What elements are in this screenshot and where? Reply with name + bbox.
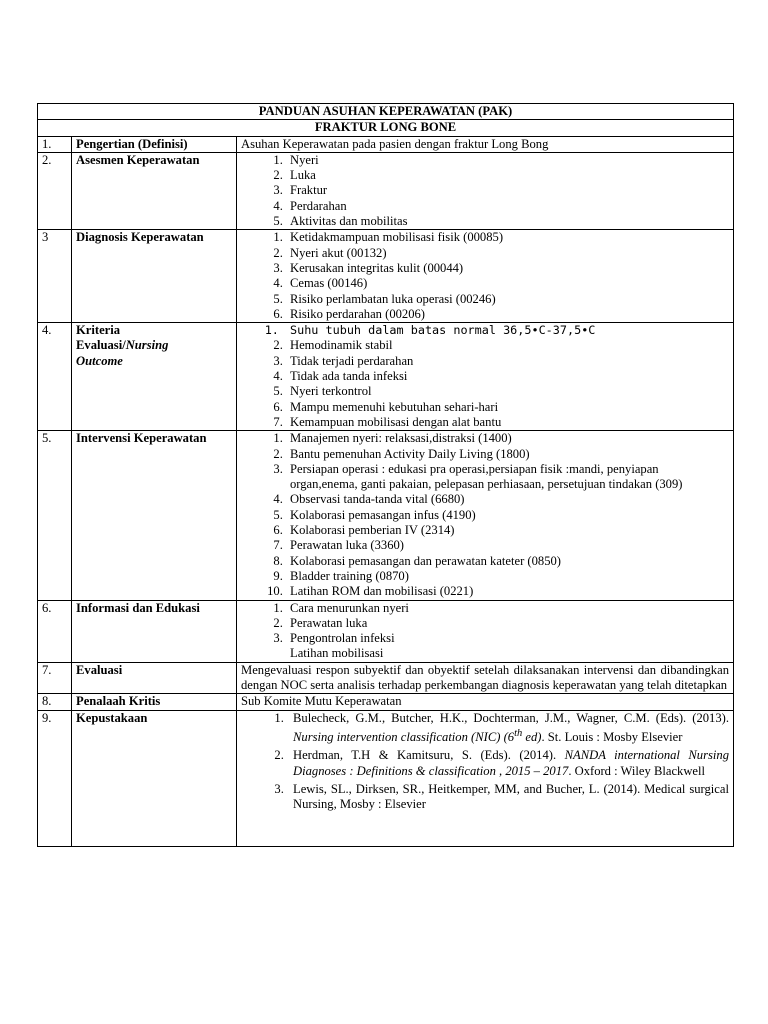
list-item: 5. Aktivitas dan mobilitas [286, 214, 729, 229]
row-number: 2. [38, 152, 72, 229]
row-number: 1. [38, 136, 72, 152]
row-content: Mengevaluasi respon subyektif dan obyektif setelah dilaksanakan intervensi dan dibandingkan dengan NOC serta analisis terhadap perkembangan diagnosis keperawatan yang telah ditetapkan [237, 662, 734, 694]
intervention-list [241, 431, 729, 599]
list-item: 6. Mampu memenuhi kebutuhan sehari-hari [286, 400, 729, 415]
row-label: Asesmen Keperawatan [72, 152, 237, 229]
row-label [72, 323, 237, 431]
row-content [237, 152, 734, 229]
row-number: 7. [38, 662, 72, 694]
outcome-list [241, 323, 729, 430]
row-content [237, 710, 734, 846]
table-row [38, 136, 734, 152]
row-number: 8. [38, 694, 72, 710]
table-row [38, 600, 734, 662]
reference-list [241, 711, 729, 813]
table-row [38, 694, 734, 710]
list-item: 6. Kolaborasi pemberian IV (2314) [286, 523, 729, 538]
list-item: 3. Persiapan operasi : edukasi pra operasi,persiapan fisik :mandi, penyiapan organ,enema, ganti pakaian, pelepasan perhiasaan, persetujuan tindakan (309) [286, 462, 729, 493]
list-item: 3. Pengontrolan infeksi [286, 631, 729, 646]
list-item: 3. Kerusakan integritas kulit (00044) [286, 261, 729, 276]
list-item: 1. Ketidakmampuan mobilisasi fisik (00085) [286, 230, 729, 245]
list-item: 7. Perawatan luka (3360) [286, 538, 729, 553]
table-row [38, 152, 734, 229]
list-item: 6. Risiko perdarahan (00206) [286, 307, 729, 322]
table-row [38, 230, 734, 323]
list-item: 1. Cara menurunkan nyeri [286, 601, 729, 616]
row-content [237, 230, 734, 323]
diagnosis-list [241, 230, 729, 322]
reference-item: 3. Lewis, SL., Dirksen, SR., Heitkemper, MM, and Bucher, L. (2014). Medical surgical Nursing, Mosby : Elsevier [287, 782, 729, 813]
list-item: 5. Kolaborasi pemasangan infus (4190) [286, 508, 729, 523]
list-item: 1. Manajemen nyeri: relaksasi,distraksi (1400) [286, 431, 729, 446]
education-list [241, 601, 729, 647]
list-item: 4. Perdarahan [286, 199, 729, 214]
list-item: Latihan mobilisasi [290, 646, 384, 661]
reference-item: 2. Herdman, T.H & Kamitsuru, S. (Eds). (2014). NANDA international Nursing Diagnoses : Definitions & classification , 2015 – 2017. Oxford : Wiley Blackwell [287, 748, 729, 779]
row-label: Kepustakaan [72, 710, 237, 846]
title-row [38, 104, 734, 120]
row-number: 5. [38, 431, 72, 600]
row-label: Evaluasi [72, 662, 237, 694]
list-item: 10. Latihan ROM dan mobilisasi (0221) [286, 584, 729, 599]
row-content [237, 323, 734, 431]
list-item: 5. Nyeri terkontrol [286, 384, 729, 399]
list-item: 3. Fraktur [286, 183, 729, 198]
row-content [237, 600, 734, 662]
row-label: Informasi dan Edukasi [72, 600, 237, 662]
row-label: Pengertian (Definisi) [72, 136, 237, 152]
row-content: Sub Komite Mutu Keperawatan [237, 694, 734, 710]
pak-table [37, 103, 734, 847]
list-item: 8. Kolaborasi pemasangan dan perawatan kateter (0850) [286, 554, 729, 569]
document-title: PANDUAN ASUHAN KEPERAWATAN (PAK) [38, 104, 734, 120]
table-row [38, 662, 734, 694]
list-item: 9. Bladder training (0870) [286, 569, 729, 584]
document-subtitle: FRAKTUR LONG BONE [38, 120, 734, 136]
row-label: Intervensi Keperawatan [72, 431, 237, 600]
list-item: 2. Hemodinamik stabil [286, 338, 729, 353]
list-item: 2. Perawatan luka [286, 616, 729, 631]
list-item: 5. Risiko perlambatan luka operasi (00246) [286, 292, 729, 307]
row-content [237, 431, 734, 600]
row-number: 9. [38, 710, 72, 846]
list-item: 2. Bantu pemenuhan Activity Daily Living (1800) [286, 447, 729, 462]
row-number: 6. [38, 600, 72, 662]
table-row [38, 431, 734, 600]
label-line: Outcome [76, 353, 123, 368]
list-item: 4. Cemas (00146) [286, 276, 729, 291]
reference-item: 1. Bulecheck, G.M., Butcher, H.K., Dochterman, J.M., Wagner, C.M. (Eds). (2013). Nursing intervention classification (NIC) (6th ed). St. Louis : Mosby Elsevier [287, 711, 729, 746]
label-line: Kriteria [76, 323, 121, 338]
assessment-list [241, 153, 729, 229]
list-item: 2. Luka [286, 168, 729, 183]
list-item: 3. Tidak terjadi perdarahan [286, 354, 729, 369]
row-number: 3 [38, 230, 72, 323]
list-item: 4. Tidak ada tanda infeksi [286, 369, 729, 384]
label-line: Evaluasi/Nursing [76, 338, 169, 353]
list-item: 7. Kemampuan mobilisasi dengan alat bantu [286, 415, 729, 430]
list-item: 4. Observasi tanda-tanda vital (6680) [286, 492, 729, 507]
row-content: Asuhan Keperawatan pada pasien dengan fraktur Long Bong [237, 136, 734, 152]
list-item: 1. Nyeri [286, 153, 729, 168]
subtitle-row [38, 120, 734, 136]
list-item: 2. Nyeri akut (00132) [286, 246, 729, 261]
table-row [38, 323, 734, 431]
list-item: 1. Suhu tubuh dalam batas normal 36,5•C-37,5•C [286, 323, 729, 338]
row-label: Penalaah Kritis [72, 694, 237, 710]
table-row [38, 710, 734, 846]
row-number: 4. [38, 323, 72, 431]
row-label: Diagnosis Keperawatan [72, 230, 237, 323]
